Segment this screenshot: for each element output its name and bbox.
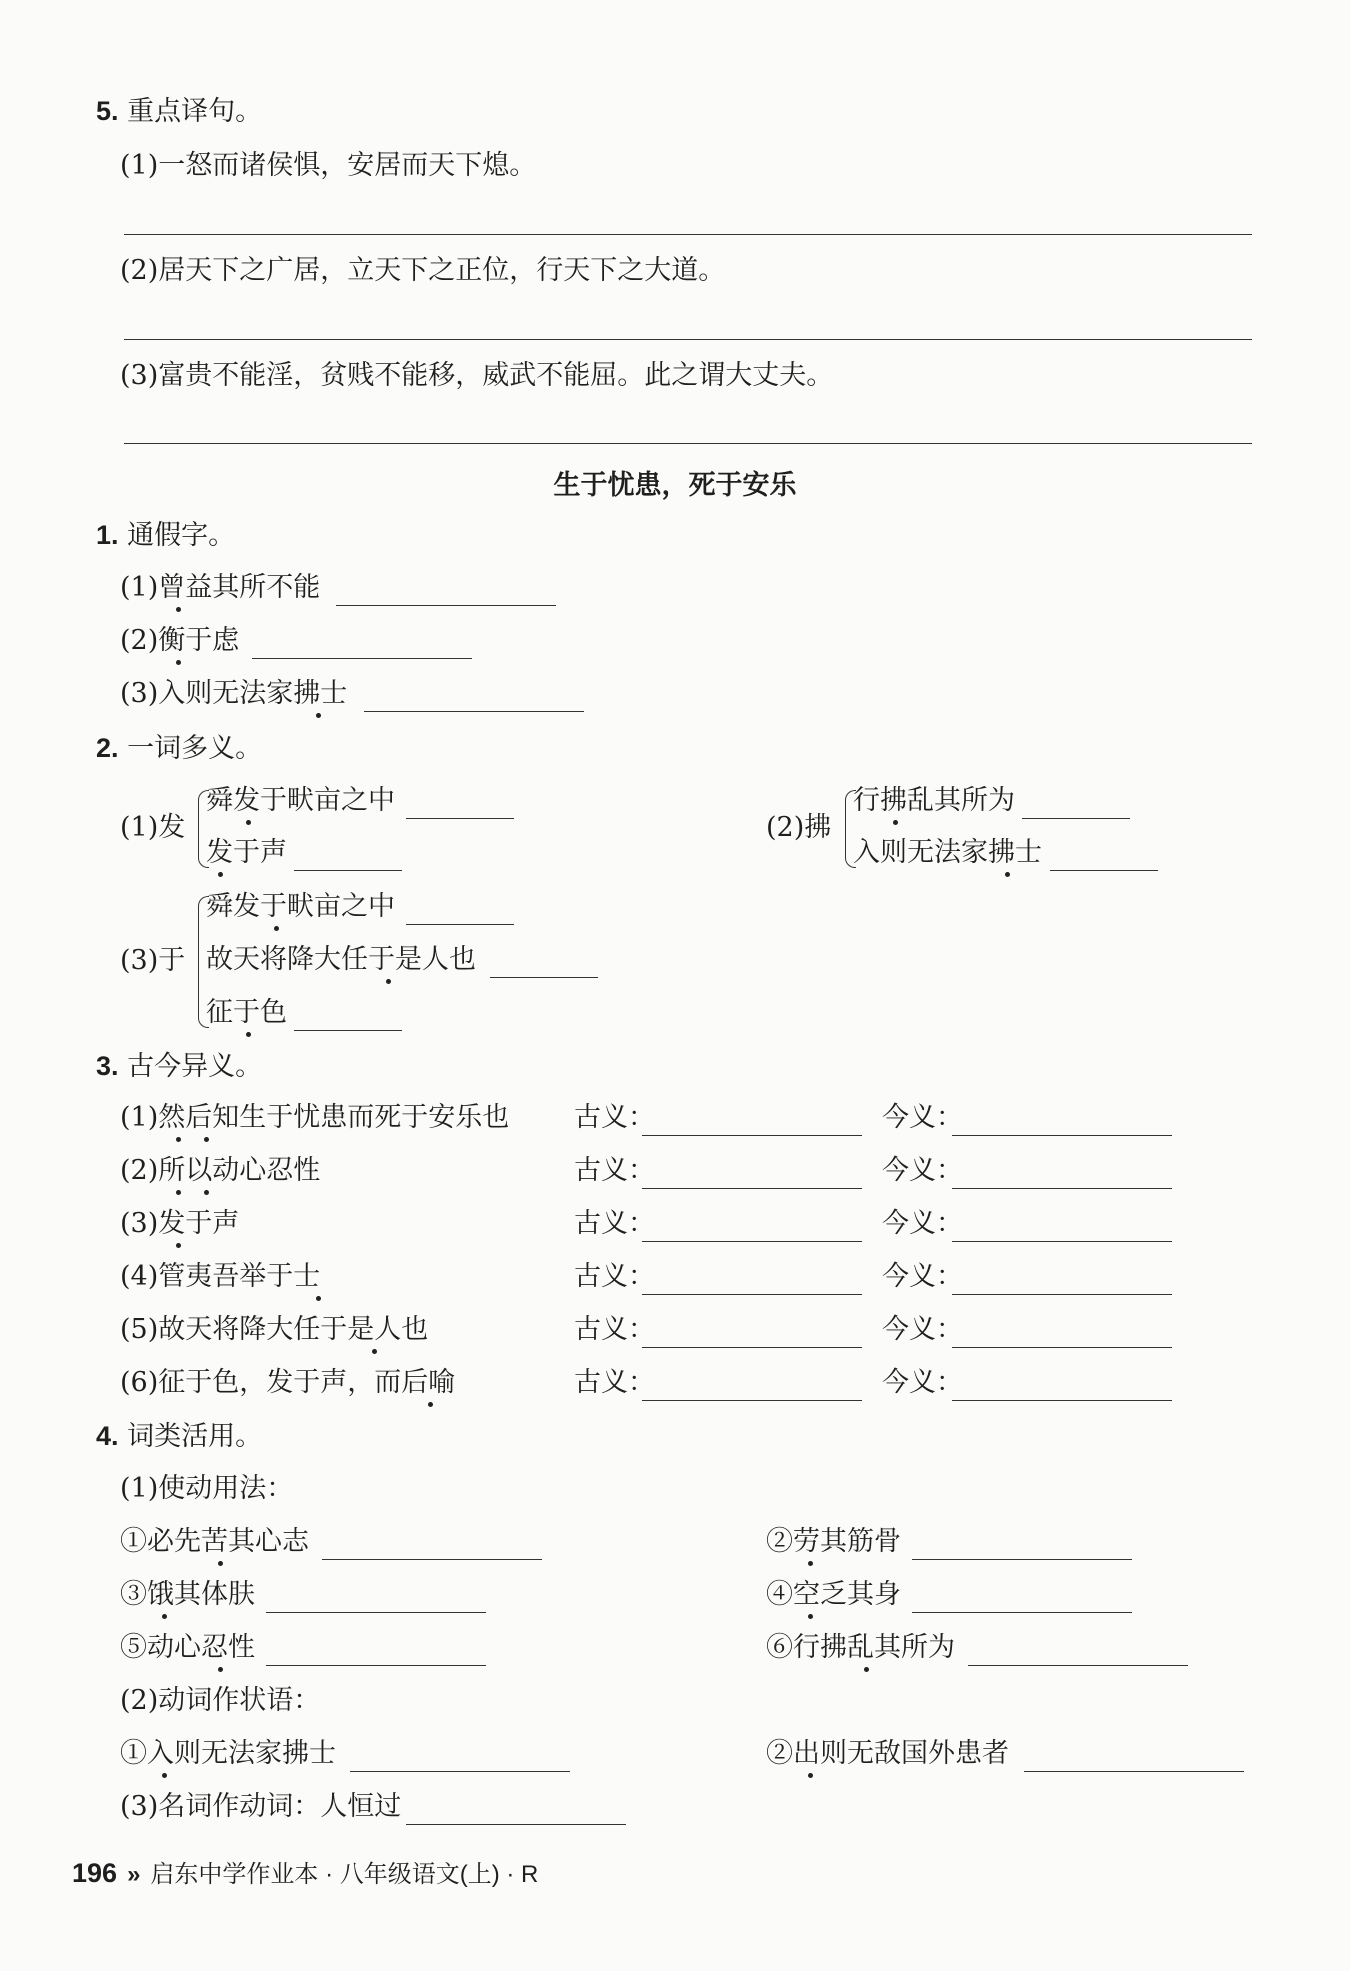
q4-heading-text: 词类活用。 [127, 1421, 263, 1452]
emphasis-dot [204, 1190, 209, 1195]
q4-causative-5: ⑤动心忍性 [120, 1632, 255, 1663]
q2-group2-label: (2)拂 [766, 812, 832, 843]
q3-gu-label: 古义： [574, 1367, 655, 1398]
q5-item-1: (1)一怒而诸侯惧，安居而天下熄。 [120, 150, 537, 181]
q4-causative-2: ②劳其筋骨 [766, 1526, 901, 1557]
q1-heading-text: 通假字。 [127, 520, 236, 551]
emphasis-dot [176, 1190, 181, 1195]
q2-group3-item-1: 舜发于畎亩之中 [206, 891, 395, 922]
q3-jin-label: 今义： [882, 1208, 963, 1239]
q5-item-2: (2)居天下之广居，立天下之正位，行天下之大道。 [120, 255, 726, 286]
q3-item-6: (6)征于色，发于声，而后喻 [120, 1367, 456, 1398]
q3-jin-answer-2[interactable] [952, 1188, 1172, 1189]
q2-group2-item-1: 行拂乱其所为 [853, 785, 1015, 816]
q4-causative-answer-6[interactable] [968, 1665, 1188, 1666]
q2-number: 2. [96, 733, 119, 763]
section-title: 生于忧患，死于安乐 [553, 470, 797, 500]
q5-heading [96, 94, 262, 129]
emphasis-dot [808, 1614, 813, 1619]
q4-causative-answer-5[interactable] [266, 1665, 486, 1666]
q2-group2-item-2: 入则无法家拂士 [853, 837, 1042, 868]
emphasis-dot [316, 1296, 321, 1301]
q2-heading [96, 731, 262, 766]
q4-sub1: (1)使动用法： [120, 1473, 294, 1504]
q3-jin-answer-4[interactable] [952, 1294, 1172, 1295]
q5-answer-line-1[interactable] [124, 234, 1252, 235]
book-title: 启东中学作业本 · 八年级语文(上) · R [150, 1861, 539, 1888]
emphasis-dot [218, 1667, 223, 1672]
q3-gu-answer-6[interactable] [642, 1400, 862, 1401]
q2-group1-item-2: 发于声 [206, 837, 287, 868]
q3-jin-label: 今义： [882, 1367, 963, 1398]
q1-answer-line-2[interactable] [252, 658, 472, 659]
q3-gu-label: 古义： [574, 1314, 655, 1345]
emphasis-dot [274, 926, 279, 931]
q3-gu-answer-2[interactable] [642, 1188, 862, 1189]
chevron-icon: » [127, 1861, 141, 1888]
q1-number: 1. [96, 520, 119, 550]
q5-answer-line-2[interactable] [124, 339, 1252, 340]
q2-heading-text: 一词多义。 [127, 733, 263, 764]
q3-gu-answer-4[interactable] [642, 1294, 862, 1295]
q3-jin-answer-6[interactable] [952, 1400, 1172, 1401]
q2-group3-answer-1[interactable] [406, 924, 514, 925]
q3-jin-answer-5[interactable] [952, 1347, 1172, 1348]
emphasis-dot [218, 1561, 223, 1566]
q3-jin-answer-1[interactable] [952, 1135, 1172, 1136]
emphasis-dot [372, 1349, 377, 1354]
q5-item-3: (3)富贵不能淫，贫贱不能移，威武不能屈。此之谓大丈夫。 [120, 360, 834, 391]
q2-group1-answer-1[interactable] [406, 818, 514, 819]
q1-heading [96, 518, 235, 553]
emphasis-dot [176, 1243, 181, 1248]
emphasis-dot [204, 1137, 209, 1142]
q4-causative-6: ⑥行拂乱其所为 [766, 1632, 955, 1663]
q3-jin-answer-3[interactable] [952, 1241, 1172, 1242]
q3-jin-label: 今义： [882, 1102, 963, 1133]
emphasis-dot [386, 979, 391, 984]
q3-item-5: (5)故天将降大任于是人也 [120, 1314, 429, 1345]
q2-group3-item-3: 征于色 [206, 997, 287, 1028]
emphasis-dot [218, 872, 223, 877]
q4-causative-answer-4[interactable] [912, 1612, 1132, 1613]
emphasis-dot [176, 660, 181, 665]
q2-group1-label: (1)发 [120, 812, 186, 843]
emphasis-dot [162, 1773, 167, 1778]
q4-adverbial-answer-1[interactable] [350, 1771, 570, 1772]
emphasis-dot [246, 820, 251, 825]
emphasis-dot [316, 713, 321, 718]
emphasis-dot [864, 1667, 869, 1672]
page-footer [72, 1858, 538, 1890]
q2-group3-answer-3[interactable] [294, 1030, 402, 1031]
q5-number: 5. [96, 96, 119, 126]
q3-heading-text: 古今异义。 [127, 1051, 263, 1082]
q3-heading [96, 1049, 262, 1084]
q3-gu-answer-1[interactable] [642, 1135, 862, 1136]
q5-answer-line-3[interactable] [124, 443, 1252, 444]
emphasis-dot [176, 1137, 181, 1142]
q4-causative-answer-1[interactable] [322, 1559, 542, 1560]
q3-gu-label: 古义： [574, 1155, 655, 1186]
q2-group2-answer-2[interactable] [1050, 870, 1158, 871]
q4-number: 4. [96, 1421, 119, 1451]
q3-jin-label: 今义： [882, 1314, 963, 1345]
q3-item-4: (4)管夷吾举于士 [120, 1261, 321, 1292]
q4-causative-1: ①必先苦其心志 [120, 1526, 309, 1557]
q1-item-1: (1)曾益其所不能 [120, 572, 321, 603]
q5-heading-text: 重点译句。 [127, 96, 263, 127]
emphasis-dot [893, 820, 898, 825]
q2-group1-answer-2[interactable] [294, 870, 402, 871]
q1-item-3: (3)入则无法家拂士 [120, 678, 348, 709]
q2-group1-item-1: 舜发于畎亩之中 [206, 785, 395, 816]
q4-sub3: (3)名词作动词：人恒过 [120, 1791, 402, 1822]
q3-gu-label: 古义： [574, 1208, 655, 1239]
q1-item-2: (2)衡于虑 [120, 625, 240, 656]
q4-adverbial-answer-2[interactable] [1024, 1771, 1244, 1772]
q3-item-2: (2)所以动心忍性 [120, 1155, 321, 1186]
q4-causative-3: ③饿其体肤 [120, 1579, 255, 1610]
emphasis-dot [246, 1032, 251, 1037]
q4-heading [96, 1419, 262, 1454]
q4-adverbial-1: ①入则无法家拂士 [120, 1738, 336, 1769]
q3-item-3: (3)发于声 [120, 1208, 240, 1239]
q3-jin-label: 今义： [882, 1155, 963, 1186]
q2-group2-answer-1[interactable] [1022, 818, 1130, 819]
q3-item-1: (1)然后知生于忧患而死于安乐也 [120, 1102, 510, 1133]
emphasis-dot [808, 1561, 813, 1566]
emphasis-dot [808, 1773, 813, 1778]
page-number: 196 [72, 1858, 118, 1888]
emphasis-dot [428, 1402, 433, 1407]
q4-causative-4: ④空乏其身 [766, 1579, 901, 1610]
q3-jin-label: 今义： [882, 1261, 963, 1292]
q1-answer-line-3[interactable] [364, 711, 584, 712]
q2-group3-item-2: 故天将降大任于是人也 [206, 944, 476, 975]
q3-number: 3. [96, 1051, 119, 1081]
q3-gu-answer-3[interactable] [642, 1241, 862, 1242]
q3-gu-answer-5[interactable] [642, 1347, 862, 1348]
q1-answer-line-1[interactable] [336, 605, 556, 606]
q4-sub2: (2)动词作状语： [120, 1685, 321, 1716]
emphasis-dot [1005, 872, 1010, 877]
emphasis-dot [162, 1614, 167, 1619]
q2-group3-label: (3)于 [120, 945, 186, 976]
emphasis-dot [176, 607, 181, 612]
q4-causative-answer-3[interactable] [266, 1612, 486, 1613]
q4-adverbial-2: ②出则无敌国外患者 [766, 1738, 1009, 1769]
q4-sub3-answer[interactable] [406, 1824, 626, 1825]
q2-group3-answer-2[interactable] [490, 977, 598, 978]
q4-causative-answer-2[interactable] [912, 1559, 1132, 1560]
q3-gu-label: 古义： [574, 1261, 655, 1292]
q3-gu-label: 古义： [574, 1102, 655, 1133]
